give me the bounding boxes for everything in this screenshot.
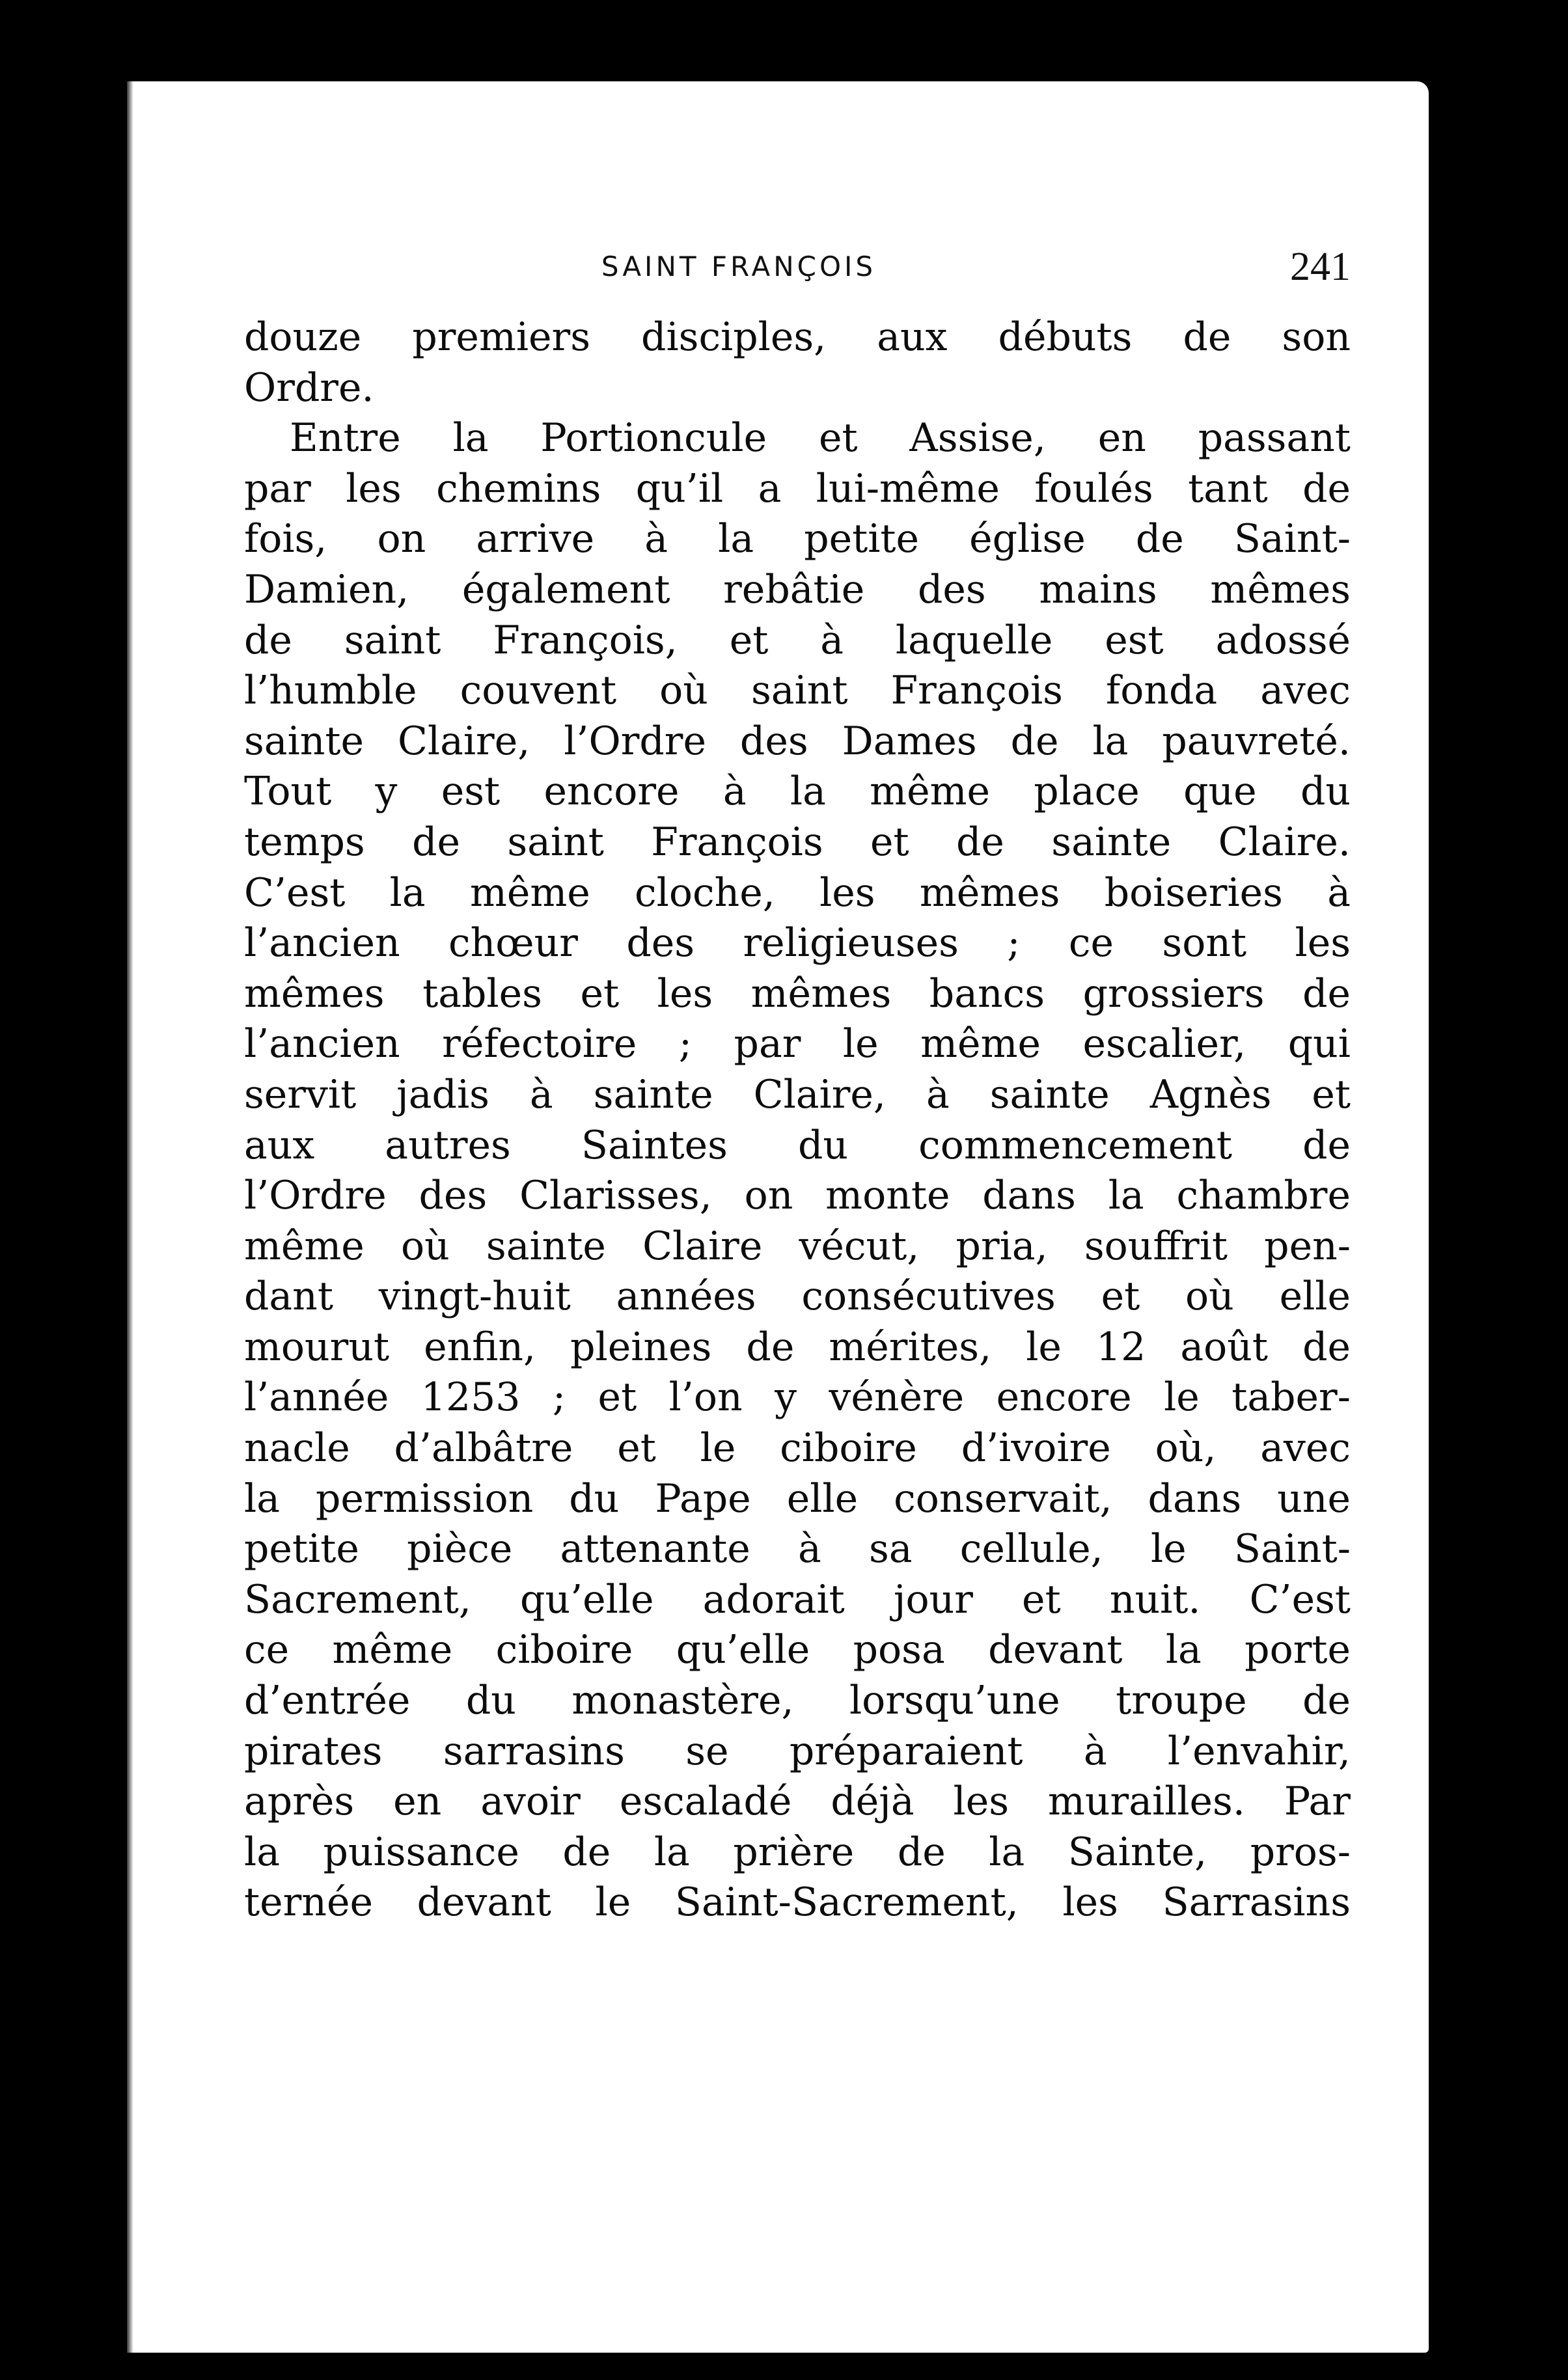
text-line: mourut enfin, pleines de mérites, le 12 août de <box>244 1324 1351 1370</box>
text-line: aux autres Saintes du commencement de <box>244 1122 1351 1168</box>
text-line: après en avoir escaladé déjà les murailles. Par <box>244 1779 1351 1825</box>
text-line: la permission du Pape elle conservait, dans une <box>244 1475 1351 1522</box>
text-line: de saint François, et à laquelle est adossé <box>244 617 1351 663</box>
text-line: Sacrement, qu’elle adorait jour et nuit. C’est <box>244 1576 1351 1622</box>
text-line: dant vingt-huit années consécutives et où elle <box>244 1274 1351 1320</box>
text-line: fois, on arrive à la petite église de Saint- <box>244 516 1351 562</box>
text-line: douze premiers disciples, aux débuts de son <box>244 314 1351 360</box>
text-line: même où sainte Claire vécut, pria, souffrit pen- <box>244 1223 1351 1269</box>
page-number: 241 <box>1290 245 1351 289</box>
text-line: C’est la même cloche, les mêmes boiseries à <box>244 869 1351 916</box>
text-line: l’ancien réfectoire ; par le même escalier, qui <box>244 1021 1351 1067</box>
text-line: ce même ciboire qu’elle posa devant la porte <box>244 1627 1351 1673</box>
text-line: mêmes tables et les mêmes bancs grossiers de <box>244 970 1351 1017</box>
text-line: Tout y est encore à la même place que du <box>244 769 1351 815</box>
text-line: ternée devant le Saint-Sacrement, les Sarrasins <box>244 1880 1351 1926</box>
text-line: sainte Claire, l’Ordre des Dames de la pauvreté. <box>244 718 1351 764</box>
body-text <box>244 312 1351 1928</box>
text-line: l’humble couvent où saint François fonda avec <box>244 668 1351 714</box>
text-line: par les chemins qu’il a lui-même foulés tant de <box>244 465 1351 512</box>
text-line: l’ancien chœur des religieuses ; ce sont les <box>244 920 1351 966</box>
text-line: temps de saint François et de sainte Claire. <box>244 819 1351 865</box>
text-line: Damien, également rebâtie des mains mêmes <box>244 566 1351 612</box>
text-line: l’année 1253 ; et l’on y vénère encore le taber- <box>244 1375 1351 1421</box>
text-line: d’entrée du monastère, lorsqu’une troupe de <box>244 1678 1351 1724</box>
text-line: nacle d’albâtre et le ciboire d’ivoire où, avec <box>244 1425 1351 1471</box>
text-line: pirates sarrasins se préparaient à l’envahir, <box>244 1728 1351 1774</box>
running-header <box>244 238 1351 296</box>
page-binding-edge <box>127 81 133 2353</box>
text-line: Entre la Portioncule et Assise, en passant <box>290 415 1351 461</box>
book-page <box>127 81 1429 2353</box>
text-line: l’Ordre des Clarisses, on monte dans la chambre <box>244 1173 1351 1219</box>
text-line: la puissance de la prière de la Sainte, pros- <box>244 1829 1351 1875</box>
text-line: petite pièce attenante à sa cellule, le Saint- <box>244 1526 1351 1572</box>
running-title: SAINT FRANÇOIS <box>601 251 877 282</box>
text-line: Ordre. <box>244 364 374 411</box>
text-line: servit jadis à sainte Claire, à sainte Agnès et <box>244 1071 1351 1117</box>
